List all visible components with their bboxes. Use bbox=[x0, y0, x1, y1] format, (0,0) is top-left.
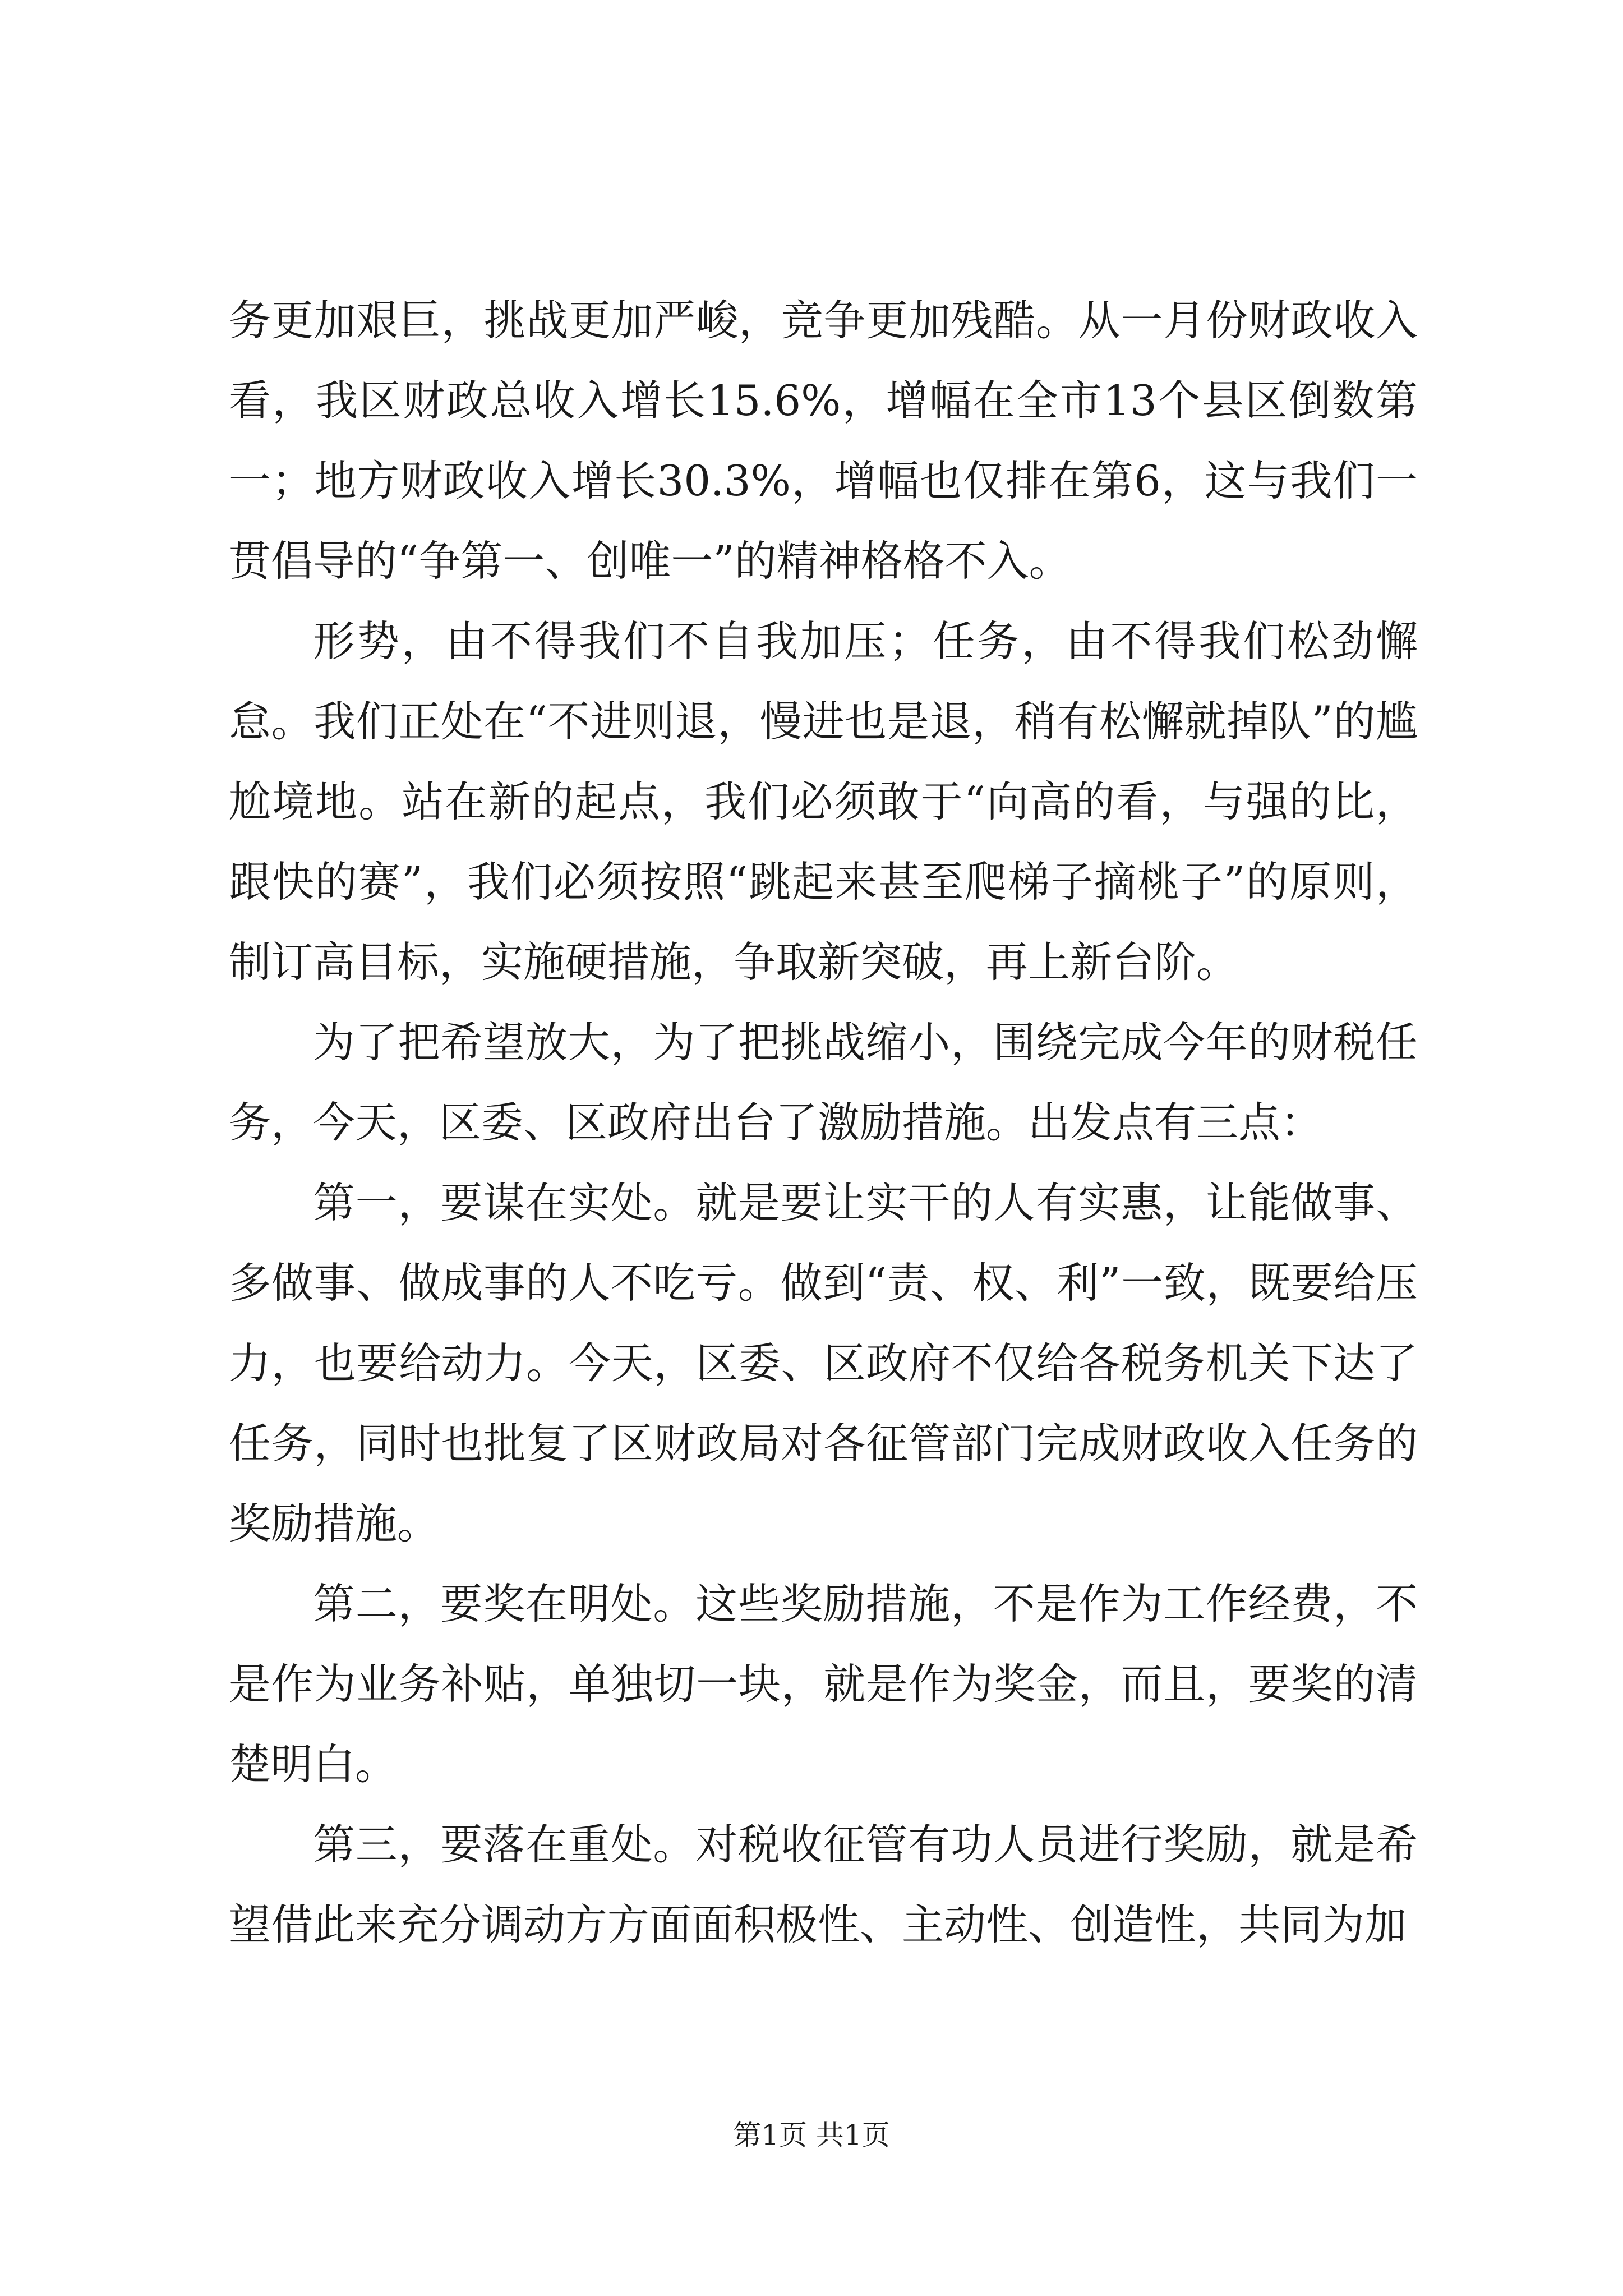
paragraph-5: 第二，要奖在明处。这些奖励措施，不是作为工作经费，不是作为业务补贴，单独切一块，就是作为奖金，而且，要奖的清楚明白。 bbox=[229, 1579, 1418, 1789]
paragraph-1: 务更加艰巨，挑战更加严峻，竞争更加残酷。从一月份财政收入看，我区财政总收入增长15.6%，增幅在全市13个县区倒数第一；地方财政收入增长30.3%，增幅也仅排在第6，这与我们一贯倡导的“争第一、创唯一”的精神格格不入。 bbox=[229, 296, 1418, 586]
page-footer: 第1页 共1页 bbox=[733, 2119, 890, 2151]
paragraph-3: 为了把希望放大，为了把挑战缩小，围绕完成今年的财税任务，今天，区委、区政府出台了激励措施。出发点有三点： bbox=[229, 1018, 1418, 1147]
paragraph-6: 第三，要落在重处。对税收征管有功人员进行奖励，就是希望借此来充分调动方方面面积极性、主动性、创造性，共同为加 bbox=[229, 1820, 1418, 1949]
paragraph-4: 第一，要谋在实处。就是要让实干的人有实惠，让能做事、多做事、做成事的人不吃亏。做到“责、权、利”一致，既要给压力，也要给动力。今天，区委、区政府不仅给各税务机关下达了任务，同时也批复了区财政局对各征管部门完成财政收入任务的奖励措施。 bbox=[229, 1178, 1418, 1548]
paragraph-2: 形势，由不得我们不自我加压；任务，由不得我们松劲懈怠。我们正处在“不进则退，慢进也是退，稍有松懈就掉队”的尴尬境地。站在新的起点，我们必须敢于“向高的看，与强的比，跟快的赛”，我们必须按照“跳起来甚至爬梯子摘桃子”的原则，制订高目标，实施硬措施，争取新突破，再上新台阶。 bbox=[229, 616, 1418, 987]
document-body bbox=[229, 280, 1418, 1965]
